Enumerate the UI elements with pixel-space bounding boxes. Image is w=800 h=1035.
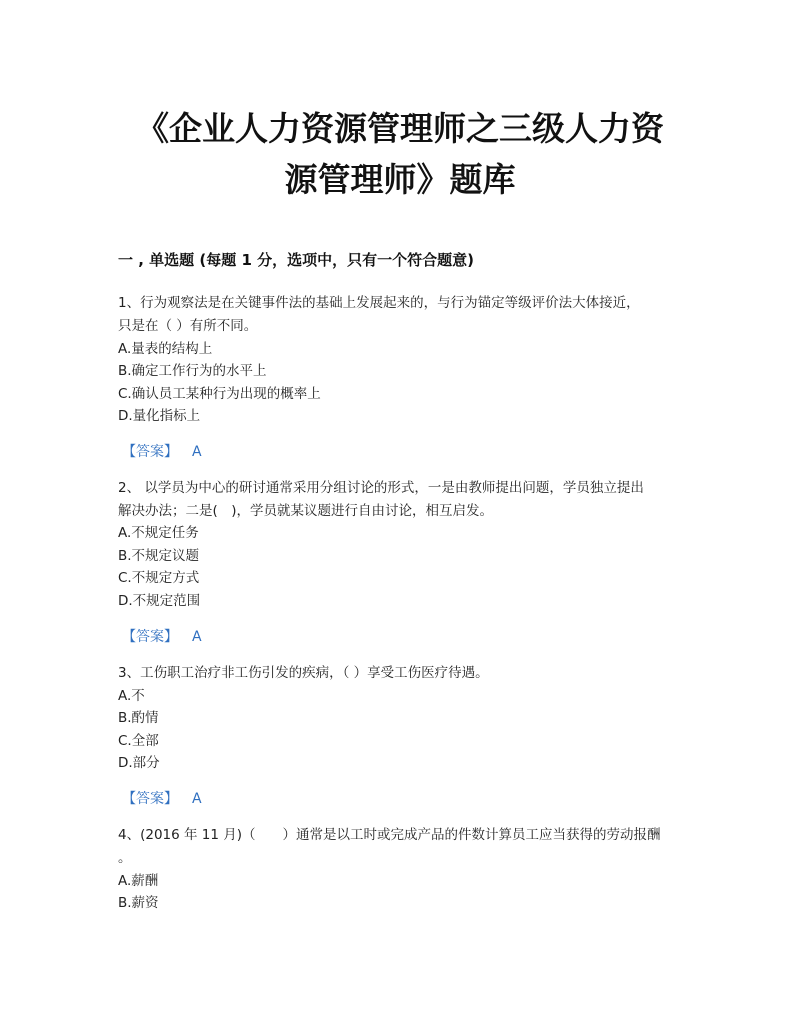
question-3-option-a: A.不 <box>118 688 145 704</box>
question-2-option-b: B.不规定议题 <box>118 548 200 564</box>
answer-label: 【答案】 <box>122 791 178 807</box>
question-1-option-d: D.量化指标上 <box>118 408 201 424</box>
answer-label: 【答案】 <box>122 629 178 645</box>
question-1-option-b: B.确定工作行为的水平上 <box>118 363 267 379</box>
section-heading: 一 , 单选题 (每题 1 分，选项中，只有一个符合题意) <box>118 251 474 269</box>
question-4-stem-line-2: 。 <box>118 850 132 866</box>
question-1-stem-line-2: 只是在（ ）有所不同。 <box>118 318 258 334</box>
question-1-answer <box>122 445 202 459</box>
question-2-option-a: A.不规定任务 <box>118 525 199 541</box>
document-title-line-1: 《企业人力资源管理师之三级人力资 <box>136 109 664 148</box>
question-4-option-b: B.薪资 <box>118 895 159 911</box>
answer-label: 【答案】 <box>122 444 178 460</box>
answer-value: A <box>192 444 202 460</box>
answer-value: A <box>192 791 202 807</box>
question-3-answer <box>122 792 202 806</box>
question-2-answer <box>122 630 202 644</box>
document-title-line-2: 源管理师》题库 <box>284 160 516 199</box>
question-3-option-c: C.全部 <box>118 733 159 749</box>
question-1-option-a: A.量表的结构上 <box>118 341 213 357</box>
answer-value: A <box>192 629 202 645</box>
question-2-stem-line-1: 2、 以学员为中心的研讨通常采用分组讨论的形式，一是由教师提出问题，学员独立提出 <box>118 480 644 496</box>
question-4-stem-line-1: 4、(2016 年 11 月)（ ）通常是以工时或完成产品的件数计算员工应当获得的劳动报酬 <box>118 827 661 843</box>
question-3-option-d: D.部分 <box>118 755 160 771</box>
question-1-option-c: C.确认员工某种行为出现的概率上 <box>118 386 321 402</box>
question-1-stem-line-1: 1、行为观察法是在关键事件法的基础上发展起来的，与行为锚定等级评价法大体接近， <box>118 295 640 311</box>
question-2-option-d: D.不规定范围 <box>118 593 201 609</box>
question-4-option-a: A.薪酬 <box>118 873 159 889</box>
question-2-stem-line-2: 解决办法；二是( )，学员就某议题进行自由讨论，相互启发。 <box>118 503 494 519</box>
question-3-stem-line-1: 3、工伤职工治疗非工伤引发的疾病，（ ）享受工伤医疗待遇。 <box>118 665 489 681</box>
question-2-option-c: C.不规定方式 <box>118 570 200 586</box>
question-3-option-b: B.酌情 <box>118 710 159 726</box>
